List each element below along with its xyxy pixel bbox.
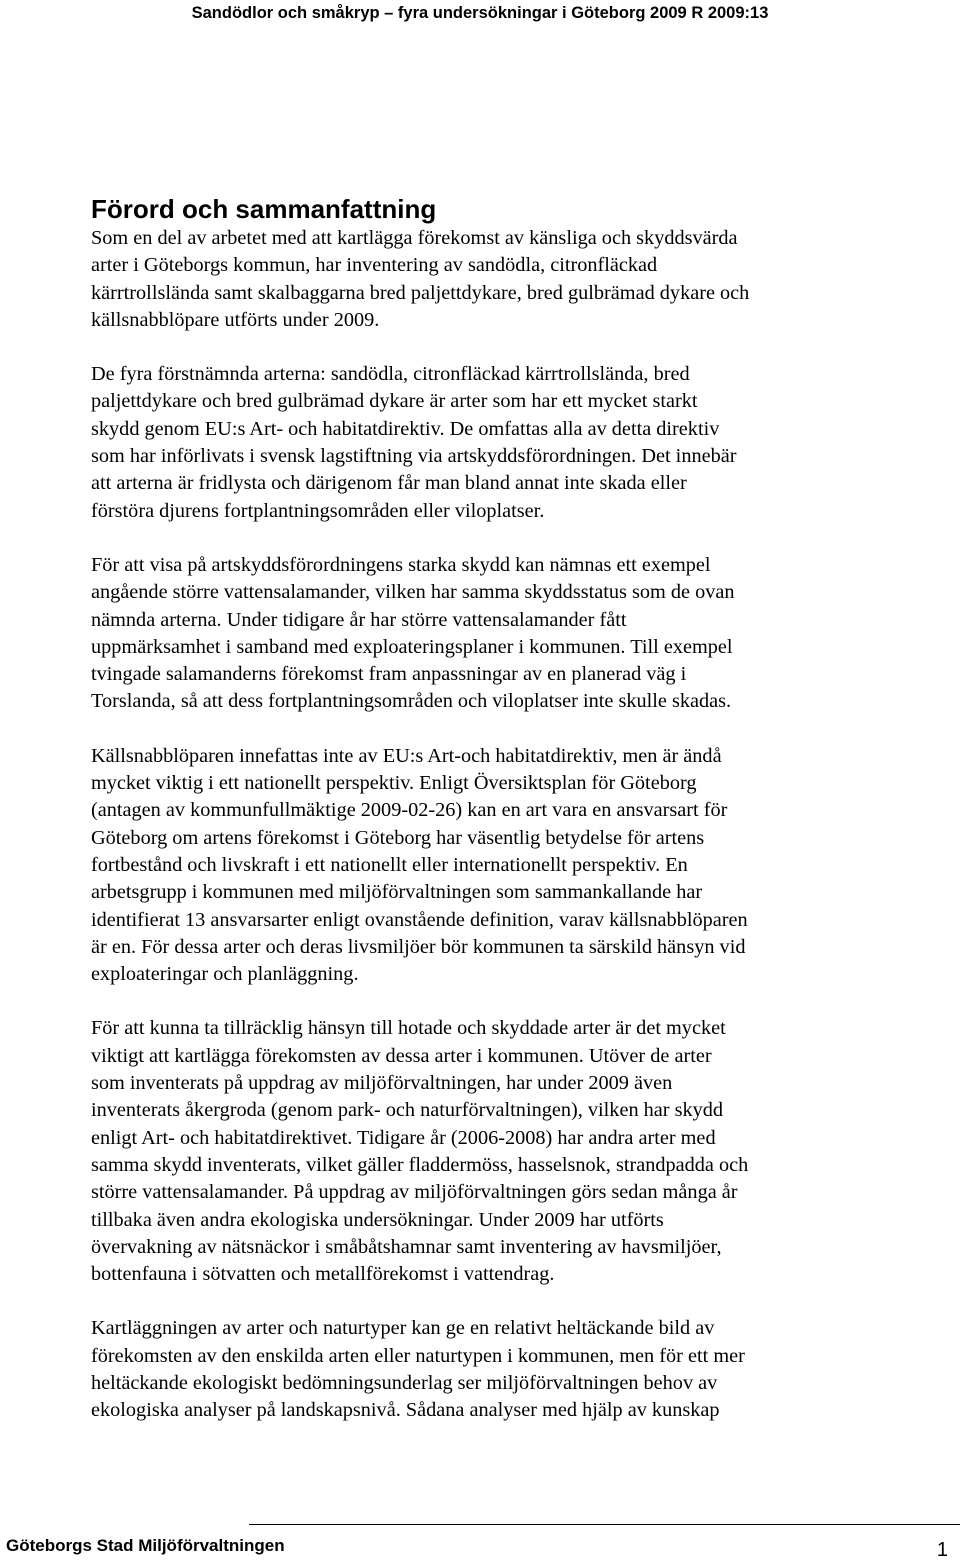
text-line: För att kunna ta tillräcklig hänsyn till hotade och skyddade arter är det mycket (91, 1017, 726, 1040)
text-line: nämnda arterna. Under tidigare år har större vattensalamander fått (91, 608, 627, 631)
text-line: (antagen av kommunfullmäktige 2009-02-26) kan en art vara en ansvarsart för (91, 799, 728, 822)
paragraph (91, 552, 881, 716)
text-line: övervakning av nätsnäckor i småbåtshamnar samt inventering av havsmiljöer, (91, 1235, 722, 1258)
paragraph (91, 743, 881, 989)
text-line: är en. För dessa arter och deras livsmiljöer bör kommunen ta särskild hänsyn vid (91, 935, 746, 958)
page-number: 1 (936, 1539, 948, 1561)
text-line: förstöra djurens fortplantningsområden eller viloplatser. (91, 499, 545, 522)
text-line: källsnabblöpare utförts under 2009. (91, 308, 380, 331)
text-line: För att visa på artskyddsförordningens starka skydd kan nämnas ett exempel (91, 553, 711, 576)
document-body (91, 193, 881, 1452)
text-line: samma skydd inventerats, vilket gäller fladdermöss, hasselsnok, strandpadda och (91, 1153, 749, 1176)
text-line: större vattensalamander. På uppdrag av miljöförvaltningen görs sedan många år (91, 1181, 738, 1204)
text-line: kärrtrollslända samt skalbaggarna bred paljettdykare, bred gulbrämad dykare och (91, 281, 750, 304)
paragraph (91, 225, 881, 334)
text-line: tvingade salamanderns förekomst fram anpassningar av en planerad väg i (91, 663, 687, 686)
text-line: angående större vattensalamander, vilken har samma skyddsstatus som de ovan (91, 581, 735, 604)
paragraph (91, 1315, 881, 1424)
section-title: Förord och sammanfattning (91, 194, 437, 224)
paragraph (91, 361, 881, 525)
text-line: De fyra förstnämnda arterna: sandödla, citronfläckad kärrtrollslända, bred (91, 363, 690, 386)
text-line: förekomsten av den enskilda arten eller naturtypen i kommunen, men för ett mer (91, 1344, 745, 1367)
text-line: identifierat 13 ansvarsarter enligt ovanstående definition, varav källsnabblöparen (91, 908, 748, 931)
text-line: uppmärksamhet i samband med exploateringsplaner i kommunen. Till exempel (91, 635, 733, 658)
paragraph (91, 1015, 881, 1288)
text-line: skydd genom EU:s Art- och habitatdirektiv. De omfattas alla av detta direktiv (91, 417, 720, 440)
running-header: Sandödlor och småkryp – fyra undersökningar i Göteborg 2009 R 2009:13 (191, 4, 769, 22)
footer-organization: Göteborgs Stad Miljöförvaltningen (6, 1536, 285, 1555)
text-line: exploateringar och planläggning. (91, 963, 359, 986)
text-line: Göteborg om artens förekomst i Göteborg har väsentlig betydelse för artens (91, 826, 705, 849)
text-line: ekologiska analyser på landskapsnivå. Sådana analyser med hjälp av kunskap (91, 1399, 720, 1422)
text-line: Torslanda, så att dess fortplantningsområden och viloplatser inte skulle skadas. (91, 690, 732, 713)
text-line: heltäckande ekologiskt bedömningsunderlag ser miljöförvaltningen behov av (91, 1371, 718, 1394)
text-line: Kartläggningen av arter och naturtyper kan ge en relativt heltäckande bild av (91, 1317, 715, 1340)
text-line: inventerats åkergroda (genom park- och naturförvaltningen), vilken har skydd (91, 1099, 724, 1122)
text-line: Som en del av arbetet med att kartlägga förekomst av känsliga och skyddsvärda (91, 227, 738, 249)
paragraph-container (91, 225, 881, 1425)
footer-rule (249, 1524, 960, 1525)
text-line: som inventerats på uppdrag av miljöförvaltningen, har under 2009 även (91, 1072, 673, 1095)
text-line: viktigt att kartlägga förekomsten av dessa arter i kommunen. Utöver de arter (91, 1044, 712, 1067)
text-line: arbetsgrupp i kommunen med miljöförvaltningen som sammankallande har (91, 881, 703, 904)
text-line: mycket viktig i ett nationellt perspektiv. Enligt Översiktsplan för Göteborg (91, 772, 697, 795)
text-line: som har införlivats i svensk lagstiftning via artskyddsförordningen. Det innebär (91, 445, 737, 468)
text-line: bottenfauna i sötvatten och metallförekomst i vattendrag. (91, 1263, 555, 1286)
text-line: paljettdykare och bred gulbrämad dykare är arter som har ett mycket starkt (91, 390, 698, 413)
text-line: enligt Art- och habitatdirektivet. Tidigare år (2006-2008) har andra arter med (91, 1126, 716, 1149)
text-line: att arterna är fridlysta och därigenom får man bland annat inte skada eller (91, 472, 687, 495)
text-line: tillbaka även andra ekologiska undersökningar. Under 2009 har utförts (91, 1208, 664, 1231)
text-line: Källsnabblöparen innefattas inte av EU:s Art-och habitatdirektiv, men är ändå (91, 744, 722, 767)
text-line: arter i Göteborgs kommun, har inventering av sandödla, citronfläckad (91, 254, 658, 277)
text-line: fortbestånd och livskraft i ett nationellt eller internationellt perspektiv. En (91, 853, 688, 876)
